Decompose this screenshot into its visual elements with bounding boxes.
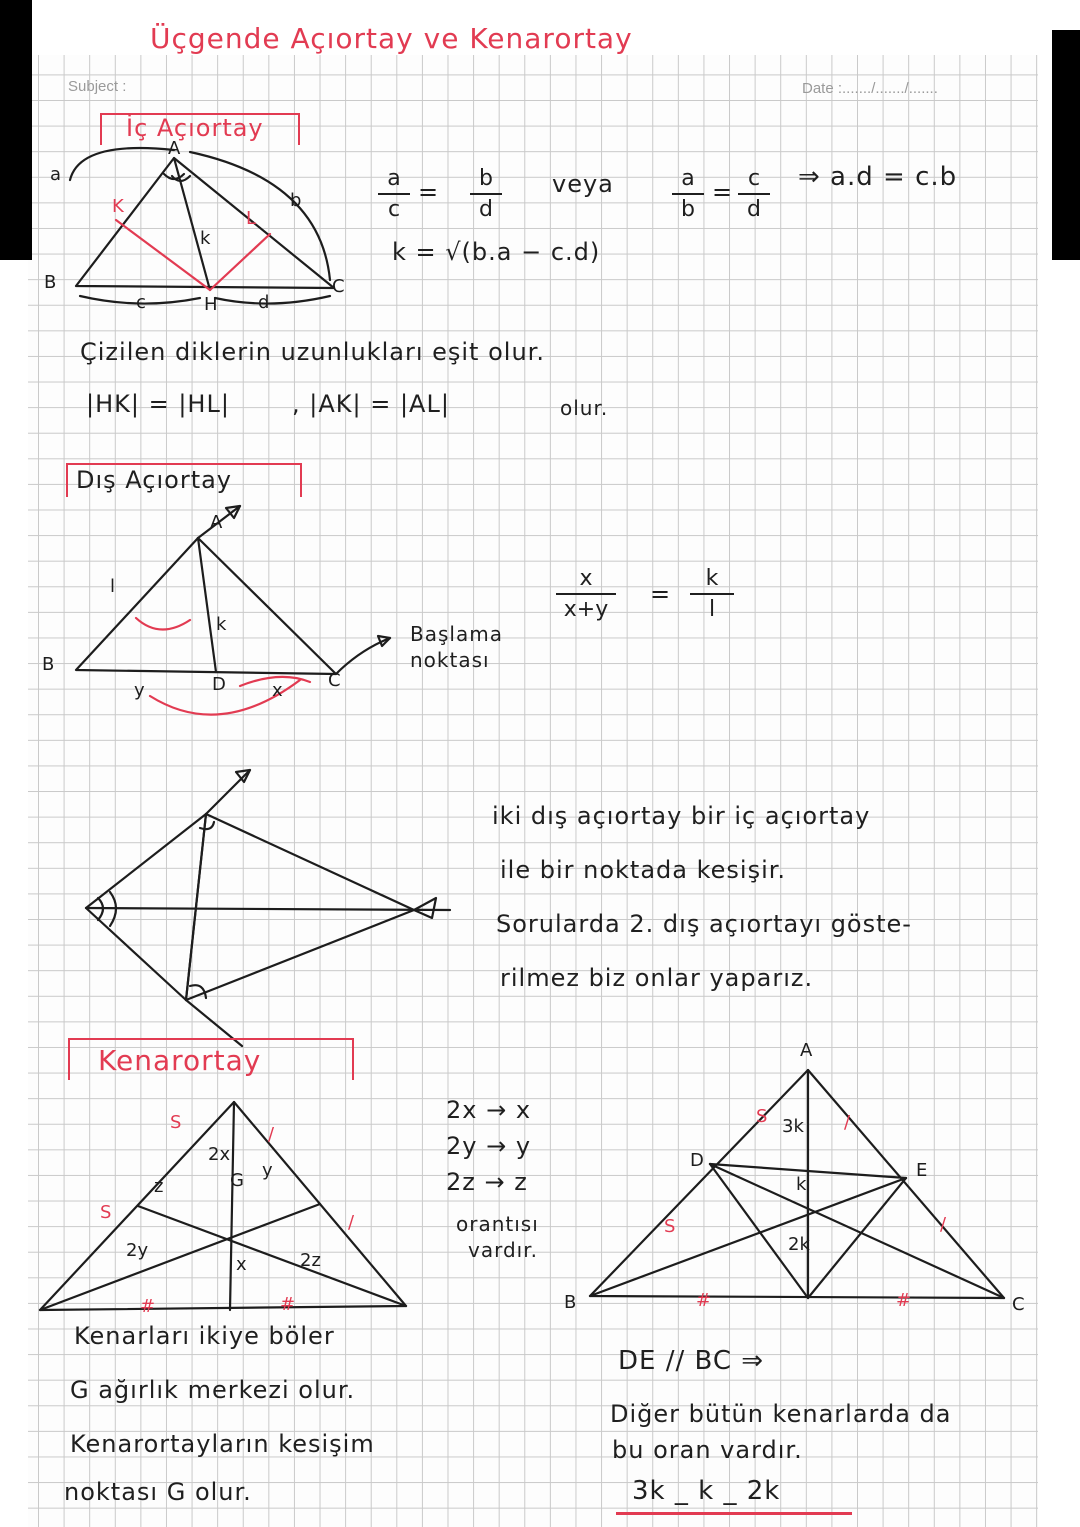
kesisim-figure: [80, 760, 480, 1050]
side-vertical: [186, 814, 206, 1000]
ext-top-arrow: [206, 770, 250, 814]
brace-a: [70, 148, 174, 180]
ratio1-num2: b: [479, 166, 493, 191]
arc-l-red: [136, 618, 190, 630]
label-C: C: [332, 276, 345, 297]
ratio-2x: 2x → x: [446, 1096, 532, 1124]
label-E-de: E: [916, 1160, 928, 1181]
tick-bm: #: [696, 1290, 712, 1311]
eq1: =: [418, 178, 440, 206]
label-a: a: [50, 164, 62, 185]
median-a: [230, 1102, 234, 1310]
kesisim-text-1: iki dış açıortay bir iç açıortay: [492, 802, 871, 830]
start-point-1: Başlama: [410, 622, 503, 646]
label-L: L: [246, 208, 257, 229]
ext-den2: l: [708, 597, 716, 622]
label-x-med: x: [236, 1254, 247, 1275]
tick-mc: #: [896, 1290, 912, 1311]
brace-b: [190, 152, 330, 280]
ratio-underline: [616, 1512, 852, 1515]
angle-top: [200, 822, 214, 829]
ext-eq: =: [650, 580, 672, 608]
label-c: c: [136, 292, 146, 313]
tick-bc: #: [140, 1296, 156, 1317]
median-c-de: [710, 1164, 1004, 1298]
d-to-mid: [710, 1164, 808, 1298]
ic-note-1: Çizilen diklerin uzunlukları eşit olur.: [80, 338, 545, 366]
label-B: B: [44, 272, 57, 293]
kesisim-text-4: rilmez biz onlar yaparız.: [500, 964, 814, 992]
label-2y: 2y: [126, 1240, 149, 1261]
veya-text: veya: [552, 170, 614, 198]
label-l-ext: l: [110, 576, 116, 597]
ext-den1: x+y: [563, 597, 609, 622]
ratio1-den1: c: [387, 197, 401, 222]
label-A-de: A: [800, 1040, 813, 1061]
label-C-de: C: [1012, 1294, 1025, 1315]
kenar-note-4: noktası G olur.: [64, 1478, 252, 1506]
subject-label: Subject :: [68, 78, 127, 95]
tick-bc-2: #: [280, 1294, 296, 1315]
label-2z: 2z: [300, 1250, 321, 1271]
label-D-ext: D: [212, 674, 226, 695]
perp-hl: [210, 234, 270, 290]
label-2x: 2x: [208, 1144, 231, 1165]
de-parallel-bc: DE // BC ⇒: [618, 1346, 765, 1376]
tick-ad: S: [756, 1106, 768, 1127]
ic-note-olur: olur.: [560, 396, 609, 420]
ratio2-den2: d: [747, 197, 761, 222]
label-x-ext: x: [272, 680, 283, 701]
kesisim-text-3: Sorularda 2. dış açıortayı göste-: [496, 910, 912, 938]
tick-ae: /: [844, 1112, 851, 1133]
kesisim-text-2: ile bir noktada kesişir.: [500, 856, 787, 884]
tick-ac: /: [268, 1124, 275, 1145]
triangle-medians: [40, 1102, 406, 1310]
bisector-ad: [198, 538, 216, 672]
start-point-2: noktası: [410, 648, 490, 672]
triangle-abc-ext: [76, 538, 336, 674]
page-title: Üçgende Açıortay ve Kenarortay: [150, 22, 633, 55]
ic-note-hk-hl: |HK| = |HL|: [86, 390, 230, 418]
de-bc-triangle: [560, 1030, 1050, 1330]
ratio1-left: [378, 166, 410, 222]
tick-db: S: [664, 1216, 676, 1237]
ratio-2y: 2y → y: [446, 1132, 532, 1160]
de-ratio: 3k _ k _ 2k: [632, 1476, 781, 1506]
implies-adcb: ⇒ a.d = c.b: [798, 162, 958, 192]
label-C-ext: C: [328, 670, 341, 691]
page-edge-left: [0, 0, 32, 260]
label-y-med: y: [262, 1160, 273, 1181]
ratio2-den1: b: [681, 197, 695, 222]
ext-bisector-bottom: [186, 910, 414, 1000]
de-note-2: bu oran vardır.: [612, 1436, 803, 1464]
oranti-2: vardır.: [468, 1238, 538, 1262]
dis-aciortay-triangle: [40, 500, 560, 720]
ratio1-num1: a: [387, 166, 401, 191]
eq2: =: [712, 178, 734, 206]
int-bisector: [86, 908, 450, 910]
kenarortay-heading: Kenarortay: [98, 1044, 262, 1077]
tick-ac-2: /: [348, 1212, 355, 1233]
ratio1-right: [470, 166, 502, 222]
ext-ratio-left: [556, 566, 616, 622]
ratio2-num2: c: [747, 166, 761, 191]
formula-k: k = √(b.a − c.d): [392, 238, 601, 266]
label-D-de: D: [690, 1150, 704, 1171]
intersection-marker: [414, 898, 436, 918]
ext-ratio-right: [690, 566, 734, 622]
ext-num1: x: [579, 566, 593, 591]
ic-note-ak-al: , |AK| = |AL|: [292, 390, 450, 418]
tick-ab: S: [170, 1112, 182, 1133]
ratio2-num1: a: [681, 166, 695, 191]
label-K: K: [112, 196, 124, 217]
label-d: d: [258, 292, 270, 313]
label-A-ext: A: [210, 512, 223, 533]
ic-aciortay-triangle: [40, 140, 360, 330]
tick-ec: /: [940, 1214, 947, 1235]
label-y-ext: y: [134, 680, 145, 701]
label-H: H: [204, 294, 218, 315]
kenar-note-1: Kenarları ikiye böler: [74, 1322, 335, 1350]
tick-ab-2: S: [100, 1202, 112, 1223]
label-A: A: [168, 138, 181, 159]
median-b: [40, 1204, 320, 1310]
ext-bisector-top: [206, 814, 414, 910]
ratio2-left: [672, 166, 704, 222]
label-B-de: B: [564, 1292, 577, 1313]
kenar-note-2: G ağırlık merkezi olur.: [70, 1376, 356, 1404]
page-edge-right: [1052, 30, 1080, 260]
ic-aciortay-heading: İç Açıortay: [126, 114, 264, 142]
brace-d: [215, 296, 330, 304]
kenarortay-triangle: [30, 1080, 430, 1340]
label-z-med: z: [154, 1176, 164, 1197]
label-b: b: [290, 190, 302, 211]
perp-hk: [116, 220, 210, 290]
label-k: k: [200, 228, 211, 249]
label-k-ext: k: [216, 614, 227, 635]
oranti-1: orantısı: [456, 1212, 539, 1236]
de-note-1: Diğer bütün kenarlarda da: [610, 1400, 952, 1428]
date-label: Date :......./......./.......: [802, 80, 938, 97]
ratio1-den2: d: [479, 197, 493, 222]
ext-num2: k: [705, 566, 719, 591]
label-B-ext: B: [42, 654, 55, 675]
kenar-note-3: Kenarortayların kesişim: [70, 1430, 375, 1458]
dis-aciortay-heading: Dış Açıortay: [76, 466, 233, 494]
label-2k: 2k: [788, 1234, 810, 1255]
label-3k: 3k: [782, 1116, 804, 1137]
label-G: G: [230, 1170, 244, 1191]
label-k-de: k: [796, 1174, 807, 1195]
ratio-2z: 2z → z: [446, 1168, 528, 1196]
ratio2-right: [738, 166, 770, 222]
